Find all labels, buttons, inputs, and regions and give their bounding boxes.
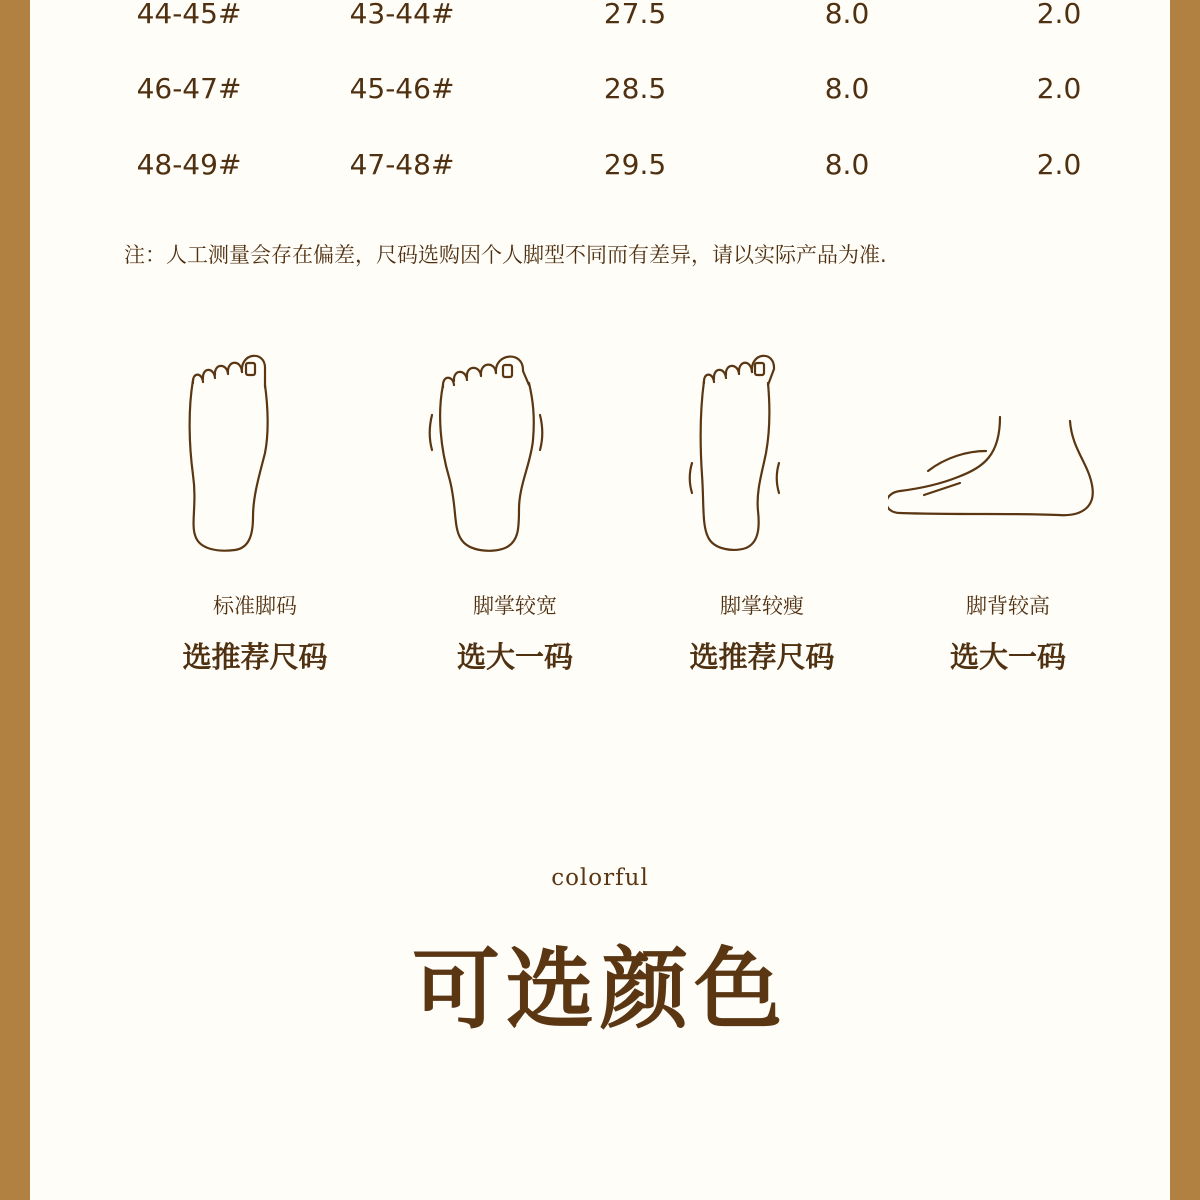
standard-foot-icon <box>135 345 375 560</box>
foot-type-advice: 选大一码 <box>456 640 573 674</box>
foot-type-wide <box>395 345 635 685</box>
foot-type-label: 脚掌较瘦 <box>720 594 804 618</box>
foot-type-standard <box>135 345 375 685</box>
table-cell: 45-46# <box>349 72 455 105</box>
table-cell: 46-47# <box>136 72 242 105</box>
table-cell: 43-44# <box>349 0 455 30</box>
table-row <box>30 69 1170 109</box>
table-cell: 47-48# <box>349 148 455 181</box>
content-panel <box>30 0 1170 1200</box>
foot-type-advice: 选大一码 <box>949 640 1066 674</box>
foot-type-label: 脚背较高 <box>966 594 1050 618</box>
table-cell: 48-49# <box>136 148 242 181</box>
table-cell: 29.5 <box>603 148 667 181</box>
table-cell: 8.0 <box>824 148 870 181</box>
size-note: 注：人工测量会存在偏差，尺码选购因个人脚型不同而有差异，请以实际产品为准. <box>124 243 887 267</box>
table-cell: 28.5 <box>603 72 667 105</box>
foot-type-label: 标准脚码 <box>213 594 297 618</box>
narrow-foot-icon <box>642 345 882 560</box>
foot-type-advice: 选推荐尺码 <box>689 640 835 674</box>
table-cell: 27.5 <box>603 0 667 30</box>
section-subtitle: colorful <box>551 865 649 891</box>
foot-type-advice: 选推荐尺码 <box>182 640 328 674</box>
table-cell: 8.0 <box>824 0 870 30</box>
section-title: 可选颜色 <box>411 938 788 1041</box>
wide-foot-icon <box>395 345 635 560</box>
table-cell: 8.0 <box>824 72 870 105</box>
table-cell: 2.0 <box>1036 148 1082 181</box>
table-cell: 44-45# <box>136 0 242 30</box>
foot-type-high-instep <box>888 345 1128 685</box>
table-cell: 2.0 <box>1036 72 1082 105</box>
high-instep-foot-icon <box>888 345 1128 560</box>
foot-type-label: 脚掌较宽 <box>473 594 557 618</box>
table-cell: 2.0 <box>1036 0 1082 30</box>
table-row <box>30 0 1170 34</box>
table-row <box>30 145 1170 185</box>
foot-type-narrow <box>642 345 882 685</box>
